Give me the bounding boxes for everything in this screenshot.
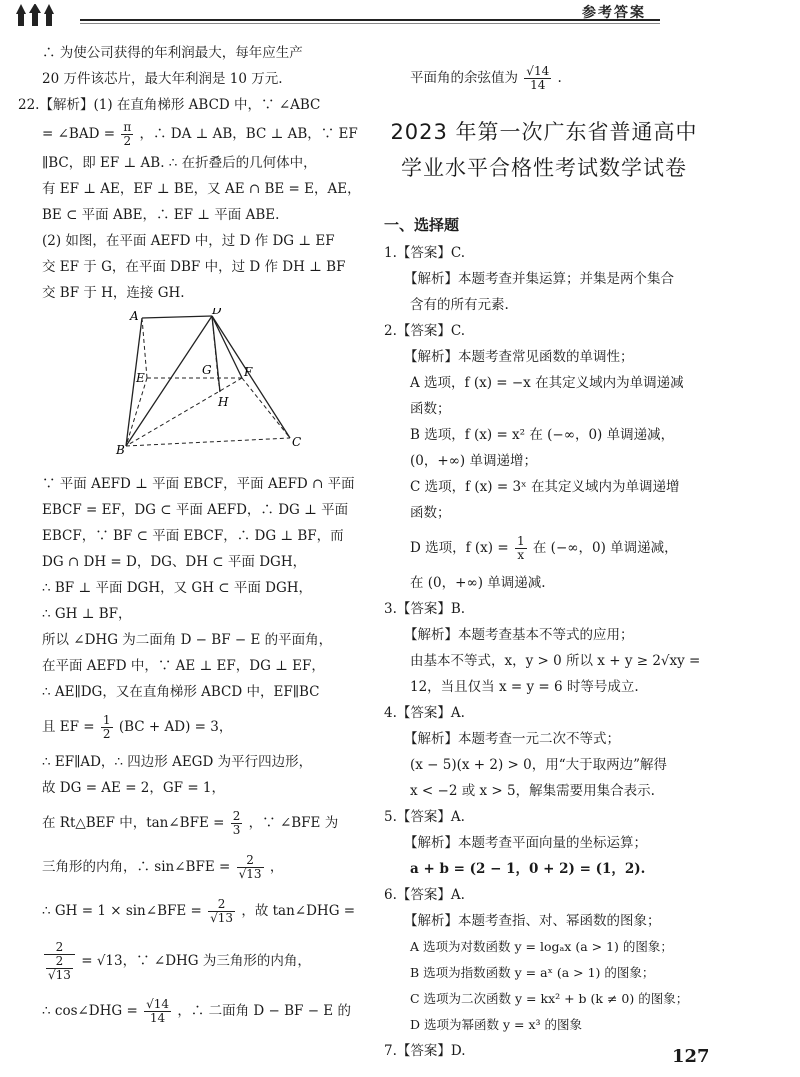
text-line [18, 845, 363, 889]
text-line: D 选项为幂函数 y = x³ 的图象 [410, 1017, 582, 1032]
fraction-numerator: 2 [232, 809, 241, 823]
text-span: = ∠BAD = [42, 126, 116, 142]
text-line: A 选项，f (x) = −x 在其定义域内为单调递减 [410, 375, 684, 391]
text-line: 有 EF ⊥ AE，EF ⊥ BE，又 AE ∩ BE = E，AE， [42, 181, 361, 197]
fraction [121, 121, 133, 148]
fraction [208, 898, 235, 925]
fraction [524, 65, 551, 92]
text-span: ，故 tan∠DHG = [241, 903, 356, 919]
text-span: ，∴ DA ⊥ AB，BC ⊥ AB，∵ EF [139, 126, 358, 142]
fraction-numerator: √14 [146, 997, 170, 1011]
text-line: EBCF，∵ BF ⊂ 平面 EBCF，∴ DG ⊥ BF，而 [42, 528, 344, 544]
text-line: B 选项为指数函数 y = aˣ (a > 1) 的图象； [410, 965, 655, 980]
text-line: 【解析】本题考查平面向量的坐标运算； [404, 835, 647, 851]
text-line: 在 (0，+∞) 单调递减. [410, 575, 546, 591]
text-line: (x − 5)(x + 2) > 0，用“大于取两边”解得 [410, 757, 668, 773]
text-span: 在 (−∞，0) 单调递减， [532, 540, 678, 556]
text-line [18, 889, 363, 933]
label-C: C [292, 435, 302, 449]
tree-logo-icon [14, 4, 72, 26]
text-span: D 选项，f (x) = [410, 540, 509, 556]
text-span: 平面角的余弦值为 [410, 70, 518, 86]
exam-title-line-1: 2023 年第一次广东省普通高中 [390, 120, 698, 144]
text-line: 【解析】本题考查基本不等式的应用； [404, 627, 634, 643]
label-A: A [130, 309, 139, 323]
fraction-numerator: 1 [516, 534, 525, 548]
text-span: . [557, 70, 562, 86]
text-line: DG ∩ DH = D，DG、DH ⊂ 平面 DGH， [42, 554, 307, 570]
text-line: ∴ AE∥DG，又在直角梯形 ABCD 中，EF∥BC [42, 684, 320, 700]
text-line: x < −2 或 x > 5，解集需要用集合表示. [410, 783, 655, 799]
text-line: 交 EF 于 G，在平面 DBF 中，过 D 作 DH ⊥ BF [42, 259, 346, 275]
header-rule [80, 19, 660, 21]
text-line: 【解析】本题考查常见函数的单调性； [404, 349, 634, 365]
answer-4: 4.【答案】A. [384, 705, 465, 721]
fraction-numerator: 2 [237, 854, 264, 868]
edge-AD [142, 316, 212, 318]
fraction-denominator: 2 [123, 134, 132, 148]
fraction-denominator: 14 [530, 78, 546, 92]
text-line: 【解析】本题考查一元二次不等式； [404, 731, 620, 747]
text-line: ∴ EF∥AD，∴ 四边形 AEGD 为平行四边形， [42, 754, 313, 770]
text-line: BE ⊂ 平面 ABE，∴ EF ⊥ 平面 ABE. [42, 207, 280, 223]
label-E: E [136, 371, 145, 385]
fraction-numerator: 2 [46, 955, 73, 969]
text-line [18, 933, 363, 989]
edge-DF [212, 316, 242, 378]
fraction-numerator: 2 [208, 898, 235, 912]
text-line [384, 56, 714, 100]
fraction-denominator: 3 [232, 823, 241, 837]
text-line: a + b = (2 − 1，0 + 2) = (1，2). [410, 861, 646, 877]
fraction [231, 810, 243, 837]
label-D: D [212, 308, 222, 317]
right-column [384, 56, 714, 1064]
text-span: ，∴ 二面角 D − BF − E 的 [177, 1003, 351, 1019]
text-line: (0，+∞) 单调递增； [410, 453, 537, 469]
text-line: 20 万件该芯片，最大年利润是 10 万元. [42, 71, 283, 87]
text-line: 函数； [410, 505, 451, 521]
label-F: F [244, 365, 253, 379]
text-span: (BC + AD) = 3， [118, 719, 233, 735]
fraction-denominator: 2 [102, 727, 111, 741]
fraction [515, 535, 527, 562]
text-line: C 选项为二次函数 y = kx² + b (k ≠ 0) 的图象； [410, 991, 689, 1006]
text-line: 12，当且仅当 x = y = 6 时等号成立. [410, 679, 639, 695]
exam-title [384, 114, 704, 186]
text-span: ，∵ ∠BFE 为 [248, 815, 339, 831]
text-span: ∴ cos∠DHG = [42, 1003, 138, 1019]
fraction [46, 955, 73, 982]
fraction-numerator: √14 [526, 64, 550, 78]
answer-7: 7.【答案】D. [384, 1043, 466, 1059]
answer-6: 6.【答案】A. [384, 887, 465, 903]
text-line: ∴ GH ⊥ BF， [42, 606, 132, 622]
answer-5: 5.【答案】A. [384, 809, 465, 825]
text-line [18, 705, 363, 749]
text-line: B 选项，f (x) = x² 在 (−∞，0) 单调递减， [410, 427, 675, 443]
answer-1: 1.【答案】C. [384, 245, 466, 261]
text-line: 由基本不等式，x，y > 0 所以 x + y ≥ 2√xy = [410, 653, 701, 669]
text-line: 交 BF 于 H，连接 GH. [42, 285, 185, 301]
fraction-denominator: x [517, 548, 525, 562]
text-line: ∵ 平面 AEFD ⊥ 平面 EBCF，平面 AEFD ∩ 平面 [42, 476, 355, 492]
text-line: 含有的所有元素. [410, 297, 509, 313]
text-line: 在平面 AEFD 中，∵ AE ⊥ EF，DG ⊥ EF， [42, 658, 325, 674]
page-number: 127 [672, 1046, 710, 1067]
label-G: G [202, 363, 212, 377]
text-line [18, 989, 363, 1033]
text-line: ∴ BF ⊥ 平面 DGH，又 GH ⊂ 平面 DGH， [42, 580, 313, 596]
label-H: H [218, 395, 229, 409]
text-line: EBCF = EF，DG ⊂ 平面 AEFD，∴ DG ⊥ 平面 [42, 502, 349, 518]
text-line: ∥BC，即 EF ⊥ AB. ∴ 在折叠后的几何体中， [42, 155, 317, 171]
fraction-denominator: 14 [149, 1011, 166, 1025]
text-line: 所以 ∠DHG 为二面角 D − BF − E 的平面角， [42, 632, 333, 648]
text-line [384, 526, 714, 570]
edge-AE [142, 318, 147, 378]
fraction-numerator: 2 [44, 941, 75, 955]
exam-title-line-2: 学业水平合格性考试数学试卷 [401, 156, 687, 180]
geometry-figure [114, 308, 314, 458]
header-title: 参考答案 [582, 5, 646, 21]
fraction-denominator: √13 [210, 911, 234, 925]
text-line: C 选项，f (x) = 3ˣ 在其定义域内为单调递增 [410, 479, 680, 495]
text-line: 函数； [410, 401, 451, 417]
text-line: ∴ 为使公司获得的年利润最大，每年应生产 [42, 45, 303, 61]
text-line: (2) 如图，在平面 AEFD 中，过 D 作 DG ⊥ EF [42, 233, 335, 249]
section-heading: 一、选择题 [384, 216, 460, 234]
text-line [18, 801, 363, 845]
edge-BC [126, 438, 290, 446]
answer-3: 3.【答案】B. [384, 601, 466, 617]
fraction-numerator: 1 [102, 713, 111, 727]
text-span: ∴ GH = 1 × sin∠BFE = [42, 903, 202, 919]
text-span: 三角形的内角，∴ sin∠BFE = [42, 859, 231, 875]
fraction-denominator: √13 [48, 968, 71, 982]
text-line [18, 118, 363, 150]
fraction [101, 714, 113, 741]
text-span: 且 EF = [42, 719, 95, 735]
text-line: 故 DG = AE = 2，GF = 1， [42, 780, 226, 796]
fraction [237, 854, 264, 881]
text-line: 【解析】本题考查并集运算；并集是两个集合 [404, 271, 674, 287]
edge-FC [242, 378, 290, 438]
text-span: ， [269, 859, 284, 875]
fraction-numerator: π [123, 120, 132, 134]
fraction-denominator [44, 955, 75, 982]
text-span: = √13，∵ ∠DHG 为三角形的内角， [81, 953, 311, 969]
header-rule-thin [80, 23, 660, 24]
text-line: A 选项为对数函数 y = logₐx (a > 1) 的图象； [410, 939, 673, 954]
nested-fraction [44, 941, 75, 982]
text-span: 在 Rt△BEF 中，tan∠BFE = [42, 815, 225, 831]
text-line: 【解析】本题考查指、对、幂函数的图象； [404, 913, 661, 929]
fraction [144, 998, 171, 1025]
label-B: B [116, 443, 125, 457]
fraction-denominator: √13 [238, 867, 262, 881]
answer-2: 2.【答案】C. [384, 323, 466, 339]
question-22-heading: 22.【解析】(1) 在直角梯形 ABCD 中，∵ ∠ABC [18, 97, 321, 113]
left-column [18, 40, 363, 1033]
